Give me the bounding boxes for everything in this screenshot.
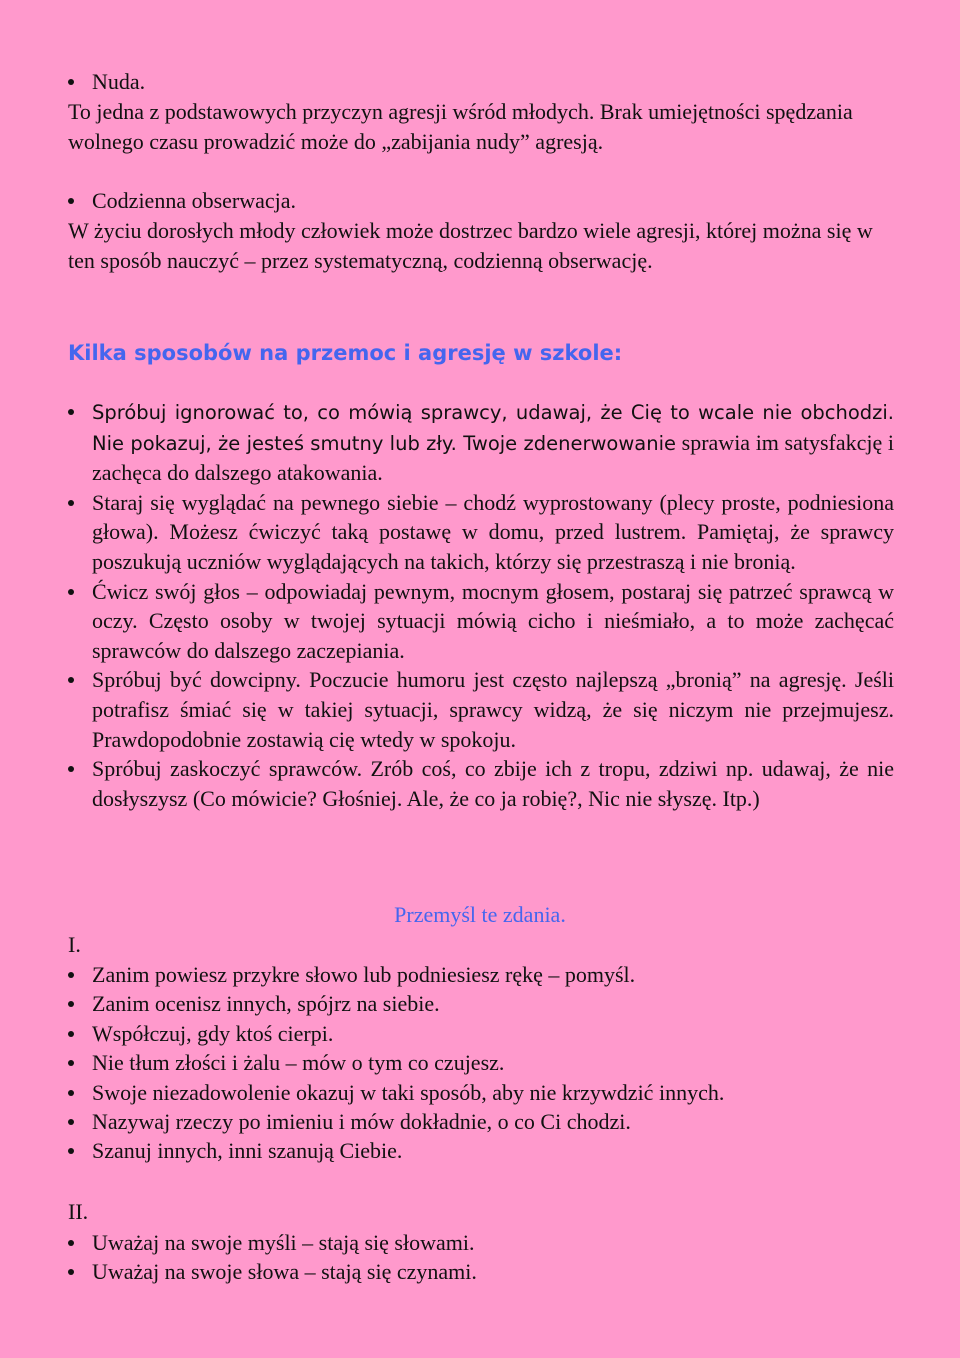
bullet-dot (68, 1090, 74, 1096)
list-item-text: Swoje niezadowolenie okazuj w taki sposób, aby nie krzywdzić innych. (92, 1079, 725, 1105)
list-item-text: Szanuj innych, inni szanują Ciebie. (92, 1138, 403, 1164)
tip-text: Spróbuj zaskoczyć sprawców. Zrób coś, co zbije ich z tropu, zdziwi np. udawaj, że nie dosłyszysz (Co mówicie? Głośniej. Ale, że co ja robię?, Nic nie słyszę. Itp.) (92, 756, 894, 811)
section-1-list (68, 960, 894, 1166)
bullet-dot (68, 677, 74, 683)
tip-text: Staraj się wyglądać na pewnego siebie – chodź wyprostowany (plecy proste, podniesiona głowa). Możesz ćwiczyć taką postawę w domu, przed lustrem. Pamiętaj, że sprawcy poszukują uczniów wyglądających na takich, którzy się przestraszą i nie bronią. (92, 489, 894, 574)
bullet-dot (68, 766, 74, 772)
list-item (68, 960, 894, 989)
list-item (68, 989, 894, 1018)
bullet-title: Nuda. (92, 69, 146, 94)
bullet-dot (68, 972, 74, 978)
bullet-obserwacja (68, 186, 894, 216)
bullet-nuda (68, 67, 894, 97)
bullet-title: Codzienna obserwacja. (92, 188, 297, 213)
bullet-dot (68, 1240, 74, 1246)
list-item (68, 1257, 894, 1286)
paragraph-nuda: To jedna z podstawowych przyczyn agresji wśród młodych. Brak umiejętności spędzania wolnego czasu prowadzić może do „zabijania nudy” agresją. (68, 99, 853, 154)
section-numeral-1: I. (68, 932, 81, 957)
tip-item (68, 488, 894, 577)
bullet-dot (68, 198, 74, 204)
tip-text-serif: sprawia im satysfakcję i zachęca do dalszego atakowania. (92, 429, 894, 486)
section-2-list (68, 1228, 894, 1287)
list-item-text: Współczuj, gdy ktoś cierpi. (92, 1020, 334, 1046)
list-item-text: Uważaj na swoje myśli – stają się słowami. (92, 1230, 475, 1255)
list-item (68, 1107, 894, 1136)
tip-item (68, 577, 894, 666)
list-item-text: Nazywaj rzeczy po imieniu i mów dokładnie, o co Ci chodzi. (92, 1109, 631, 1135)
list-item (68, 1078, 894, 1107)
section-numeral-2: II. (68, 1199, 89, 1224)
bullet-dot (68, 589, 74, 595)
tips-list (68, 397, 894, 813)
bullet-dot (68, 1269, 74, 1275)
reflect-heading: Przemyśl te zdania. (394, 902, 566, 927)
bullet-dot (68, 79, 74, 85)
bullet-dot (68, 1119, 74, 1125)
tip-item (68, 397, 894, 488)
bullet-dot (68, 409, 74, 415)
bullet-dot (68, 1001, 74, 1007)
tip-text: Ćwicz swój głos – odpowiadaj pewnym, mocnym głosem, postaraj się patrzeć sprawcą w oczy. Często osoby w twojej sytuacji mówią cicho i nieśmiało, a to może zachęcać sprawców do dalszego zaczepiania. (92, 578, 894, 663)
tip-text: Spróbuj być dowcipny. Poczucie humoru jest często najlepszą „bronią” na agresję. Jeśli potrafisz śmiać się w takiej sytuacji, sprawcy widzą, że się niczym nie przejmujesz. Prawdopodobnie zostawią cię wtedy w spokoju. (92, 667, 894, 752)
tip-item (68, 665, 894, 754)
list-item-text: Zanim powiesz przykre słowo lub podniesiesz rękę – pomyśl. (92, 962, 636, 987)
list-item (68, 1048, 894, 1077)
list-item (68, 1019, 894, 1048)
section-heading: Kilka sposobów na przemoc i agresję w szkole: (68, 341, 623, 365)
tip-item (68, 754, 894, 813)
bullet-dot (68, 1148, 74, 1154)
bullet-dot (68, 1060, 74, 1066)
list-item (68, 1228, 894, 1257)
list-item-text: Uważaj na swoje słowa – stają się czynami. (92, 1259, 477, 1285)
list-item-text: Zanim ocenisz innych, spójrz na siebie. (92, 991, 440, 1017)
tip-text-sans: Spróbuj ignorować to, co mówią sprawcy, udawaj, że Cię to wcale nie obchodzi. Nie pokazuj, że jesteś smutny lub zły. Twoje zdenerwowanie (92, 401, 894, 455)
bullet-dot (68, 500, 74, 506)
paragraph-obserwacja: W życiu dorosłych młody człowiek może dostrzec bardzo wiele agresji, której można się w ten sposób nauczyć – przez systematyczną, codzienną obserwację. (68, 218, 873, 273)
list-item (68, 1136, 894, 1165)
bullet-dot (68, 1031, 74, 1037)
list-item-text: Nie tłum złości i żalu – mów o tym co czujesz. (92, 1050, 505, 1076)
